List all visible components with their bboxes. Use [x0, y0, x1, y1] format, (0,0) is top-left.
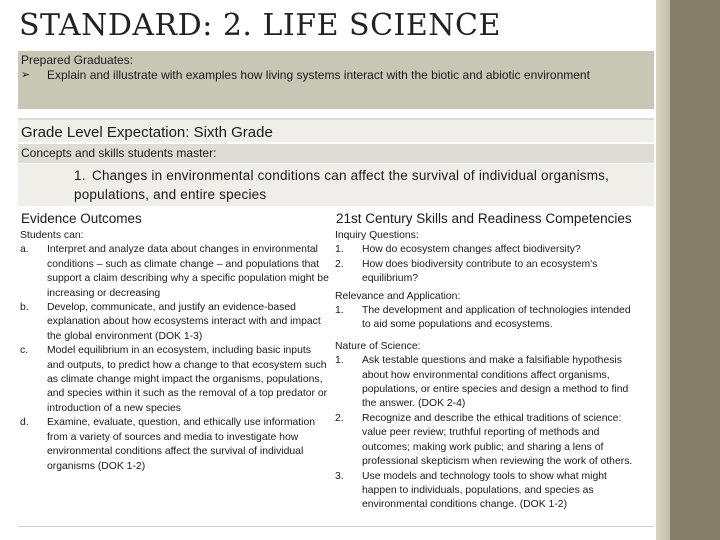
concepts-heading: Concepts and skills students master:: [18, 144, 654, 163]
evidence-outcomes-heading: Evidence Outcomes: [21, 211, 142, 226]
list-item-text: Model equilibrium in an ecosystem, including basic inputs and outputs, to predict how a change to that ecosystem such as climate change might impact the organisms, populations, and species within it such as the removal of a top predator or introduction of a new species: [47, 345, 328, 414]
evidence-outcomes-column: [20, 229, 330, 474]
relevance-heading: Relevance and Application:: [335, 290, 461, 302]
list-item-text: How do ecosystem changes affect biodiversity?: [362, 244, 581, 256]
list-marker: 1.: [335, 244, 344, 256]
skills-heading-text: 21st Century Skills and Readiness Competencies: [336, 211, 632, 226]
list-marker: 2.: [335, 412, 344, 424]
list-item-text: Recognize and describe the ethical traditions of science: value peer review; truthful reporting of methods and outcomes; making work public; and sharing a lens of professional skepticism when reviewing the work of others.: [362, 412, 633, 468]
evidence-intro: Students can:: [20, 230, 84, 241]
list-item: [335, 304, 635, 333]
list-item-text: The development and application of technologies intended to aid some populations and ecosystems.: [362, 305, 631, 331]
nature-heading: Nature of Science:: [335, 340, 421, 352]
decorative-side-strip: [656, 0, 720, 540]
list-item-text: Examine, evaluate, question, and ethically use information from a variety of sources and media to investigate how environmental conditions affect the survival of individual organisms (DOK 1-2): [47, 417, 316, 472]
list-item-text: How does biodiversity contribute to an ecosystem's equilibrium?: [362, 258, 598, 285]
bottom-divider: [18, 526, 654, 527]
list-item: [20, 344, 330, 416]
grade-level-expectation: Grade Level Expectation: Sixth Grade: [18, 118, 654, 142]
list-marker: 3.: [335, 470, 344, 482]
prepared-graduates-heading: Prepared Graduates:: [21, 53, 134, 67]
skills-heading: [336, 211, 632, 226]
concept-text: Changes in environmental conditions can affect the survival of individual organisms, populations, and entire species: [74, 168, 610, 202]
list-item: [335, 354, 635, 412]
list-item: [335, 412, 635, 470]
list-item: [335, 258, 635, 287]
inquiry-heading: Inquiry Questions:: [335, 230, 419, 241]
list-marker: 2.: [335, 258, 344, 270]
list-item: [20, 416, 330, 474]
list-item-text: Interpret and analyze data about changes in environmental conditions – such as climate change – and populations that support a claim describing why a specific population might be increasing or decreasing: [47, 244, 329, 299]
list-item: [335, 243, 635, 257]
list-marker: 1.: [335, 355, 344, 367]
page-title: STANDARD: 2. LIFE SCIENCE: [19, 8, 501, 43]
concept-number: 1.: [74, 168, 86, 183]
arrow-bullet-icon: ➢: [21, 69, 31, 81]
list-item: [335, 470, 635, 513]
list-item-text: Use models and technology tools to show what might happen to individuals, populations, and species as environmental conditions change. (DOK 1-2): [362, 470, 607, 511]
list-marker: 1.: [335, 305, 344, 317]
list-marker: d.: [20, 417, 29, 429]
list-marker: b.: [20, 302, 29, 314]
concept-statement: [18, 164, 654, 206]
list-item-text: Develop, communicate, and justify an evidence-based explanation about how ecosystems interact with and impact the global environment (DOK 1-3): [47, 302, 321, 342]
list-item: [20, 243, 330, 301]
skills-column: [335, 229, 635, 513]
list-item: [20, 301, 330, 344]
prepared-graduates-text: Explain and illustrate with examples how living systems interact with the biotic and abiotic environment: [47, 68, 590, 82]
list-marker: c.: [20, 345, 29, 357]
list-marker: a.: [20, 244, 29, 256]
list-item-text: Ask testable questions and make a falsifiable hypothesis about how environmental conditions affect organisms, populations, or entire species and design a method to find the answer. (DOK 2-4): [362, 355, 629, 410]
prepared-graduates-band: [18, 51, 654, 109]
